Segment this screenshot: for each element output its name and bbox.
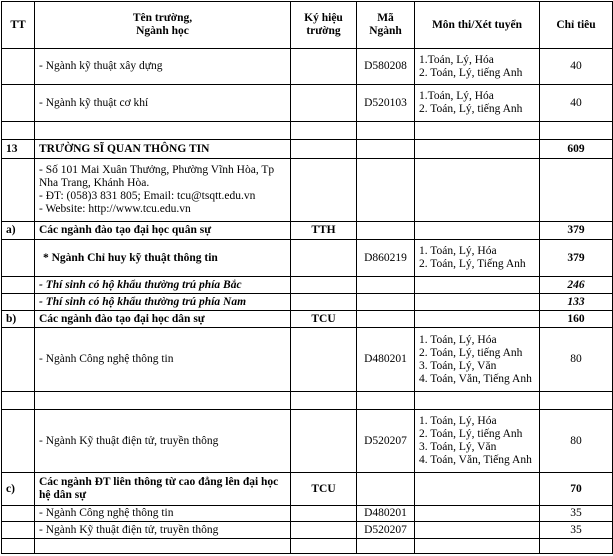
cell-quota: 35 [540, 506, 613, 522]
cell-tt: c) [2, 473, 35, 506]
header-major-line2: Ngành [369, 25, 402, 37]
cell-name: - Ngành Công nghệ thông tin [35, 506, 291, 522]
cell-tt: 13 [2, 140, 35, 159]
cell-quota: 80 [540, 410, 613, 473]
cell-quota: 80 [540, 328, 613, 392]
subject-line: 2. Toán, Lý, tiếng Anh [419, 66, 523, 79]
subject-line: 2. Toán, Lý, Tiếng Anh [419, 258, 526, 270]
header-subjects: Môn thi/Xét tuyển [415, 2, 540, 49]
cell-quota: 40 [540, 49, 613, 85]
group-row [2, 473, 613, 506]
group-name: Các ngành đào tạo đại học quân sự [35, 222, 291, 240]
cell-name: - Thí sinh có hộ khẩu thường trú phía Nam [35, 294, 291, 311]
header-code-line1: Ký hiệu [304, 12, 343, 24]
cell-tt: a) [2, 222, 35, 240]
admissions-table [1, 1, 613, 554]
cell-quota: 246 [540, 277, 613, 294]
cell-major-code: D580208 [357, 49, 415, 85]
subject-line: 1.Toán, Lý, Hóa [419, 53, 494, 66]
cell-name: - Ngành kỹ thuật cơ khí [35, 85, 291, 122]
subject-line: 2. Toán, Lý, tiếng Anh [419, 103, 523, 115]
website-line: - Website: http://www.tcu.edu.vn [39, 203, 191, 215]
cell-quota: 70 [540, 473, 613, 506]
address-line: - Số 101 Mai Xuân Thưởng, Phường Vĩnh Hòa, Tp Nha Trang, Khánh Hòa. [39, 164, 275, 189]
cell-tt [2, 85, 35, 122]
cell-major-code: D480201 [357, 328, 415, 392]
table-row [2, 49, 613, 85]
table-row [2, 328, 613, 392]
school-name: TRƯỜNG SĨ QUAN THÔNG TIN [35, 140, 291, 159]
subject-line: 4. Toán, Văn, Tiếng Anh [419, 372, 532, 385]
cell-quota: 40 [540, 85, 613, 122]
cell-subjects [415, 240, 540, 277]
cell-name: - Ngành kỹ thuật xây dựng [35, 49, 291, 85]
table-row [2, 85, 613, 122]
address-row [2, 159, 613, 222]
cell-school-code: TTH [291, 222, 357, 240]
subject-line: 1.Toán, Lý, Hóa [419, 90, 494, 102]
header-major-line1: Mã [377, 12, 394, 24]
cell-school-code [291, 49, 357, 85]
header-school-code [291, 2, 357, 49]
cell-quota: 35 [540, 522, 613, 539]
group-row [2, 222, 613, 240]
table-row [2, 277, 613, 294]
table-row [2, 506, 613, 522]
group-name: Các ngành ĐT liên thông từ cao đẳng lên đại học hệ dân sự [35, 473, 291, 506]
school-address [35, 159, 291, 222]
cell-major-code: D520207 [357, 522, 415, 539]
cell-tt [2, 49, 35, 85]
cell-quota: 379 [540, 240, 613, 277]
cell-major-code: D860219 [357, 240, 415, 277]
subject-line: 3. Toán, Lý, Văn [419, 359, 497, 372]
header-school [35, 2, 291, 49]
cell-name: - Ngành Kỹ thuật điện tử, truyền thông [35, 522, 291, 539]
subject-line: 1. Toán, Lý, Hóa [419, 245, 497, 257]
cell-name: - Ngành Kỹ thuật điện tử, truyền thông [35, 410, 291, 473]
school-row [2, 140, 613, 159]
table-row [2, 410, 613, 473]
cell-subjects [415, 49, 540, 85]
table-header-row [2, 2, 613, 49]
cell-school-code [291, 85, 357, 122]
subject-line: 1. Toán, Lý, Hóa [419, 415, 497, 427]
cell-school-code: TCU [291, 311, 357, 328]
header-school-line1: Tên trường, [132, 12, 193, 24]
cell-quota: 609 [540, 140, 613, 159]
phone-email-line: - ĐT: (058)3 831 805; Email: tcu@tsqtt.edu.vn [39, 190, 256, 202]
cell-name: - Thí sinh có hộ khẩu thường trú phía Bắc [35, 277, 291, 294]
empty-row [2, 539, 613, 554]
cell-subjects [415, 85, 540, 122]
header-major-code [357, 2, 415, 49]
cell-quota: 379 [540, 222, 613, 240]
header-school-line2: Ngành học [136, 25, 189, 37]
header-tt: TT [2, 2, 35, 49]
group-name: Các ngành đào tạo đại học dân sự [35, 311, 291, 328]
cell-subjects [415, 328, 540, 392]
cell-major-code: D520103 [357, 85, 415, 122]
cell-quota: 160 [540, 311, 613, 328]
subject-line: 4. Toán, Văn, Tiếng Anh [419, 454, 532, 466]
cell-quota: 133 [540, 294, 613, 311]
cell-name: * Ngành Chỉ huy kỹ thuật thông tin [35, 240, 291, 277]
cell-major-code: D520207 [357, 410, 415, 473]
header-code-line2: trường [306, 25, 341, 37]
cell-name: - Ngành Công nghệ thông tin [35, 328, 291, 392]
table-row [2, 240, 613, 277]
subject-line: 1. Toán, Lý, Hóa [419, 333, 497, 346]
table-row [2, 294, 613, 311]
empty-row [2, 122, 613, 140]
cell-subjects [415, 410, 540, 473]
empty-row [2, 392, 613, 410]
header-quota: Chỉ tiêu [540, 2, 613, 49]
cell-school-code: TCU [291, 473, 357, 506]
group-row [2, 311, 613, 328]
table-row [2, 522, 613, 539]
cell-major-code: D480201 [357, 506, 415, 522]
cell-tt: b) [2, 311, 35, 328]
subject-line: 2. Toán, Lý, tiếng Anh [419, 346, 523, 359]
subject-line: 2. Toán, Lý, tiếng Anh [419, 428, 523, 440]
subject-line: 3. Toán, Lý, Văn [419, 441, 497, 453]
